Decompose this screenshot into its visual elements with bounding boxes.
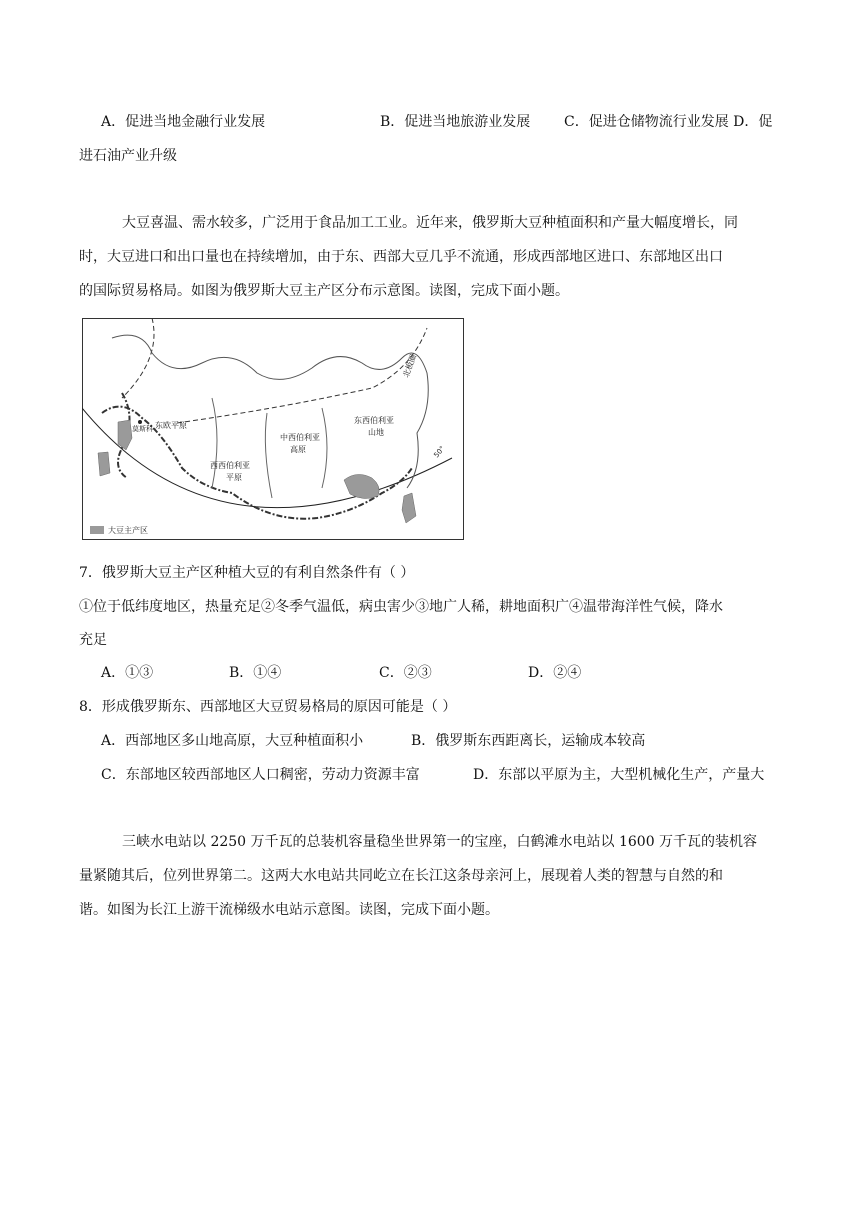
q8-option-b: B．俄罗斯东西距离长，运输成本较高	[411, 733, 646, 749]
label-east-siberia: 东西伯利亚	[354, 416, 394, 425]
passage3-line-1: 三峡水电站以 2250 万千瓦的总装机容量稳坐世界第一的宝座，白鹤滩水电站以 1600 万千瓦的装机容	[122, 834, 758, 850]
q6-option-b: B．促进当地旅游业发展	[380, 114, 531, 130]
soybean-area-southwest	[98, 452, 110, 476]
q6-option-a: A．促进当地金融行业发展	[101, 114, 266, 130]
q7-option-a: A．①③	[101, 665, 154, 681]
moscow-marker	[138, 420, 142, 424]
label-central-siberia: 中西伯利亚	[280, 433, 320, 442]
passage2-line-3: 的国际贸易格局。如图为俄罗斯大豆主产区分布示意图。读图，完成下面小题。	[79, 283, 569, 299]
q7-conditions-line-2: 充足	[79, 632, 107, 648]
label-west-siberia-2: 平原	[226, 473, 242, 482]
q7-conditions-line-1: ①位于低纬度地区，热量充足②冬季气温低，病虫害少③地广人稀，耕地面积广④温带海洋性气候，降水	[79, 599, 723, 615]
q8-stem: 8．形成俄罗斯东、西部地区大豆贸易格局的原因可能是（ ）	[79, 699, 457, 715]
label-lat-50: 50°	[432, 444, 447, 460]
passage2-line-2: 时，大豆进口和出口量也在持续增加，由于东、西部大豆几乎不流通，形成西部地区进口、东部地区出口	[79, 249, 723, 265]
q7-option-b: B．①④	[229, 665, 282, 681]
label-central-siberia-2: 高原	[290, 445, 306, 454]
q7-option-d: D．②④	[528, 665, 582, 681]
q6-option-c: C．促进仓储物流行业发展 D．促	[564, 114, 773, 130]
q7-option-c: C．②③	[379, 665, 432, 681]
label-moscow: 莫斯科	[132, 425, 153, 433]
q7-stem: 7．俄罗斯大豆主产区种植大豆的有利自然条件有（ ）	[79, 565, 415, 581]
label-east-siberia-2: 山地	[368, 428, 384, 437]
q8-option-d: D．东部以平原为主，大型机械化生产，产量大	[473, 767, 765, 783]
q8-option-a: A．西部地区多山地高原，大豆种植面积小	[101, 733, 364, 749]
russia-soybean-map	[82, 318, 464, 540]
label-arctic-circle: 北极圈	[401, 353, 419, 379]
q6-option-d-continued: 进石油产业升级	[79, 148, 177, 164]
label-east-europe: 东欧平原	[155, 421, 187, 430]
passage3-line-2: 量紧随其后，位列世界第二。这两大水电站共同屹立在长江这条母亲河上，展现着人类的智慧与自然的和	[79, 868, 723, 884]
q8-option-c: C．东部地区较西部地区人口稠密，劳动力资源丰富	[101, 767, 420, 783]
label-west-siberia: 西西伯利亚	[210, 461, 250, 470]
passage2-line-1: 大豆喜温、需水较多，广泛用于食品加工工业。近年来，俄罗斯大豆种植面积和产量大幅度增长，同	[122, 215, 738, 231]
passage3-line-3: 谐。如图为长江上游干流梯级水电站示意图。读图，完成下面小题。	[79, 902, 499, 918]
legend-label: 大豆主产区	[108, 526, 148, 535]
legend-swatch	[90, 526, 104, 534]
